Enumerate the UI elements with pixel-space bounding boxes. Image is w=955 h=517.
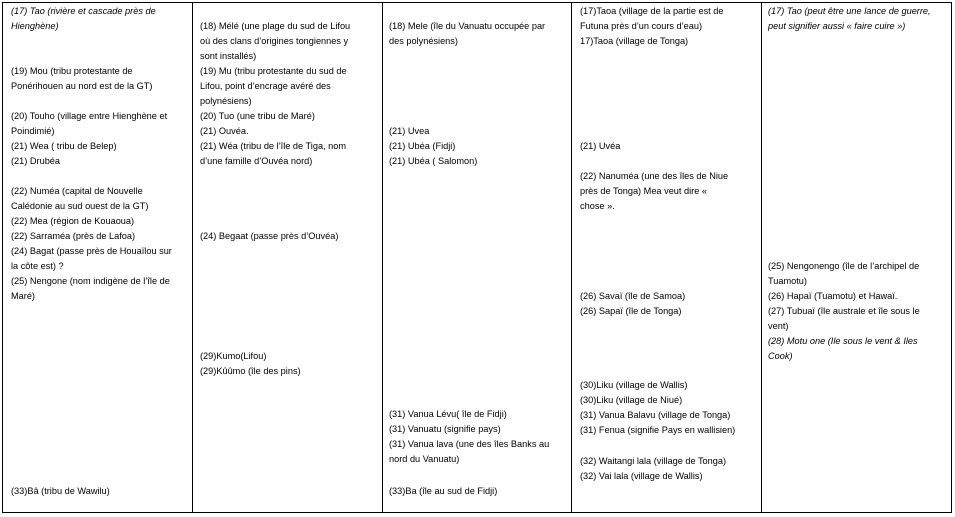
column-new-caledonia (2, 2, 193, 513)
entry-tao-lance: (17) Tao (peut être une lance de guerre, peut signifier aussi « faire cuire ») (768, 6, 931, 31)
column-melanesia (383, 2, 572, 513)
entry-nengone: (25) Nengone (nom indigène de l’île de Maré) (11, 276, 170, 301)
entry-numea-mea-sarramea-bagat: (22) Numéa (capital de Nouvelle Calédonie au sud ouest de la GT) (22) Mea (région de Kouaoua) (22) Sarraméa (près de Lafoa) (24) Bagat (passe près de Houaïlou sur la côte est) ? (11, 186, 172, 271)
column-loyalty-islands (193, 2, 383, 513)
entry-savai-sapai: (26) Savaï (île de Samoa) (26) Sapaï (île de Tonga) (580, 291, 686, 316)
entry-vanua: (31) Vanua Lévu( île de Fidji) (31) Vanuatu (signifie pays) (31) Vanua lava (une des îles Banks au nord du Vanuatu) (389, 409, 550, 464)
entry-motu-one: (28) Motu one (Ile sous le vent & Iles Cook) (768, 336, 918, 361)
entry-uvea-ubea: (21) Uvea (21) Ubéa (Fidji) (21) Ubéa ( Salomon) (389, 126, 478, 166)
entry-liku-vanua-fenua: (30)Liku (village de Wallis) (30)Liku (village de Niué) (31) Vanua Balavu (village de Tonga) (31) Fenua (signifie Pays en wallisien) (580, 380, 736, 435)
entry-waitangi-vai: (32) Waitangi lala (village de Tonga) (32) Vai lala (village de Wallis) (580, 456, 727, 481)
entry-tao-hienghene: (17) Tao (rivière et cascade près de Hienghène) (11, 6, 156, 31)
entry-ba-wawilu: (33)Bâ (tribu de Wawilu) (11, 486, 110, 496)
entry-uvea-wallis: (21) Uvéa (580, 141, 621, 151)
entry-taoa: (17)Taoa (village de la partie est de Futuna près d’un cours d’eau) 17)Taoa (village de Tonga) (580, 6, 724, 46)
entry-nanumea: (22) Nanuméa (une des îles de Niue près de Tonga) Mea veut dire « chose ». (580, 171, 729, 211)
entry-touho-wea-drubea: (20) Touho (village entre Hienghène et Poindimié) (21) Wea ( tribu de Belep) (21) Drubéa (11, 111, 168, 166)
entry-mele-vanuatu: (18) Mele (île du Vanuatu occupée par des polynésiens) (389, 21, 546, 46)
entry-mou: (19) Mou (tribu protestante de Ponérihouen au nord est de la GT) (11, 66, 153, 91)
entry-nengonengo-hapai-tubuai: (25) Nengonengo (île de l’archipel de Tuamotu) (26) Hapaï (Tuamotu) et Hawaï. (27) Tubuaï (île australe et île sous le vent) (768, 261, 920, 331)
entry-begaat: (24) Begaat (passe près d’Ouvéa) (200, 231, 339, 241)
column-east-polynesia (762, 2, 952, 513)
column-west-polynesia (572, 2, 762, 513)
entry-ba-fidji: (33)Ba (île au sud de Fidji) (389, 486, 498, 496)
words-table (2, 2, 952, 513)
entry-kumo-kuumo: (29)Kumo(Lifou) (29)Kûûmo (île des pins) (200, 351, 301, 376)
entry-mele-mu-tuo-ouvea-wea: (18) Mélé (une plage du sud de Lifou où des clans d’origines tongiennes y sont installés) (19) Mu (tribu protestante du sud de Lifou, point d’encrage avéré des polynésiens) (20) Tuo (une tribu de Maré) (21) Ouvéa. (21) Wéa (tribu de l’île de Tiga, nom d’une famille d’Ouvéa nord) (200, 21, 351, 166)
